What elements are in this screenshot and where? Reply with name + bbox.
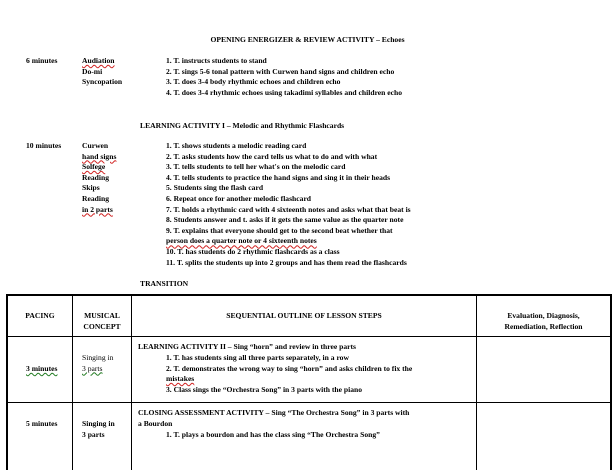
row2-title: CLOSING ASSESSMENT ACTIVITY – Sing “The Orchestra Song” in 3 parts with a Bourdon [138, 408, 410, 428]
step-item: 4. T. tells students to practice the hand signs and sing it in their heads [166, 172, 391, 182]
header-outline: SEQUENTIAL OUTLINE OF LESSON STEPS [226, 311, 382, 320]
concept-do-mi: Do-mi [82, 66, 103, 76]
row2-pacing: 5 minutes [26, 419, 58, 428]
step-item: 2. T. sings 5-6 tonal pattern with Curwen hand signs and children echo [166, 66, 395, 76]
table-top-border [6, 294, 612, 296]
step-item: 1. T. shows students a melodic reading card [166, 141, 307, 150]
row2-concept: Singing in 3 parts [82, 419, 115, 439]
table-right-border [610, 294, 612, 470]
step-item: 2. T. demonstrates the wrong way to sing “horn” and asks children to fix the [166, 363, 413, 373]
step-item: 1. T. instructs students to stand [166, 56, 267, 65]
section2-title: LEARNING ACTIVITY I – Melodic and Rhythmic Flashcards [140, 121, 345, 130]
concept-skips: Skips [82, 183, 100, 193]
row1-title: LEARNING ACTIVITY II – Sing “horn” and review in three parts [138, 342, 356, 351]
step-item: 4. T. does 3-4 rhythmic echoes using takadimi syllables and children echo [166, 87, 403, 97]
row2-steps [166, 430, 380, 441]
step-item: 3. Class sings the “Orchestra Song” in 3 parts with the piano [166, 384, 363, 394]
step-item: person does a quarter note or 4 sixteenth notes [166, 236, 317, 246]
step-item: 6. Repeat once for another melodic flashcard [166, 193, 312, 203]
concept-in-2-parts: in 2 parts [82, 204, 113, 214]
concept-solfege: Solfege [82, 162, 106, 172]
step-item: 3. T. tells students to tell her what's on the melodic card [166, 162, 346, 172]
step-item: 11. T. splits the students up into 2 groups and has them read the flashcards [166, 257, 407, 267]
section2-steps [166, 141, 411, 268]
step-item: 8. Students answer and t. asks if it gets the same value as the quarter note [166, 215, 404, 225]
transition-label: TRANSITION [140, 279, 189, 288]
row1-steps [166, 353, 412, 395]
section1-pacing: 6 minutes [26, 56, 58, 65]
step-item: 7. T. holds a rhythmic card with 4 sixteenth notes and asks what that beat is [166, 204, 411, 214]
concept-hand-signs: hand signs [82, 151, 117, 161]
step-item: 1. T. has students sing all three parts separately, in a row [166, 353, 349, 362]
section2-pacing: 10 minutes [26, 141, 62, 150]
step-item: 2. T. asks students how the card tells us what to do and with what [166, 151, 378, 161]
section1-title: OPENING ENERGIZER & REVIEW ACTIVITY – Echoes [210, 35, 405, 44]
concept-reading-2: Reading [82, 193, 110, 203]
row-divider [6, 336, 612, 337]
step-item: 1. T. plays a bourdon and has the class sing “The Orchestra Song” [166, 430, 380, 439]
concept-audiation: Audiation [82, 56, 115, 65]
concept-reading: Reading [82, 172, 110, 182]
step-item: 9. T. explains that everyone should get to the second beat whether that [166, 225, 393, 235]
step-item: mistakes [166, 374, 195, 384]
row-divider [6, 402, 612, 403]
concept-curwen: Curwen [82, 141, 109, 150]
section2-concepts [82, 141, 116, 215]
header-concept: MUSICAL CONCEPT [83, 311, 121, 331]
step-item: 5. Students sing the flash card [166, 183, 264, 193]
header-pacing: PACING [25, 311, 55, 320]
step-item: 10. T. has students do 2 rhythmic flashcards as a class [166, 246, 340, 256]
concept-syncopation: Syncopation [82, 77, 123, 87]
step-item: 3. T. does 3-4 body rhythmic echoes and children echo [166, 77, 341, 87]
section1-steps [166, 56, 402, 98]
row1-pacing: 3 minutes [26, 364, 58, 373]
row1-concept: Singing in 3 parts [82, 353, 114, 373]
section1-concepts [82, 56, 122, 88]
header-evaluation: Evaluation, Diagnosis, Remediation, Reflection [504, 311, 583, 331]
